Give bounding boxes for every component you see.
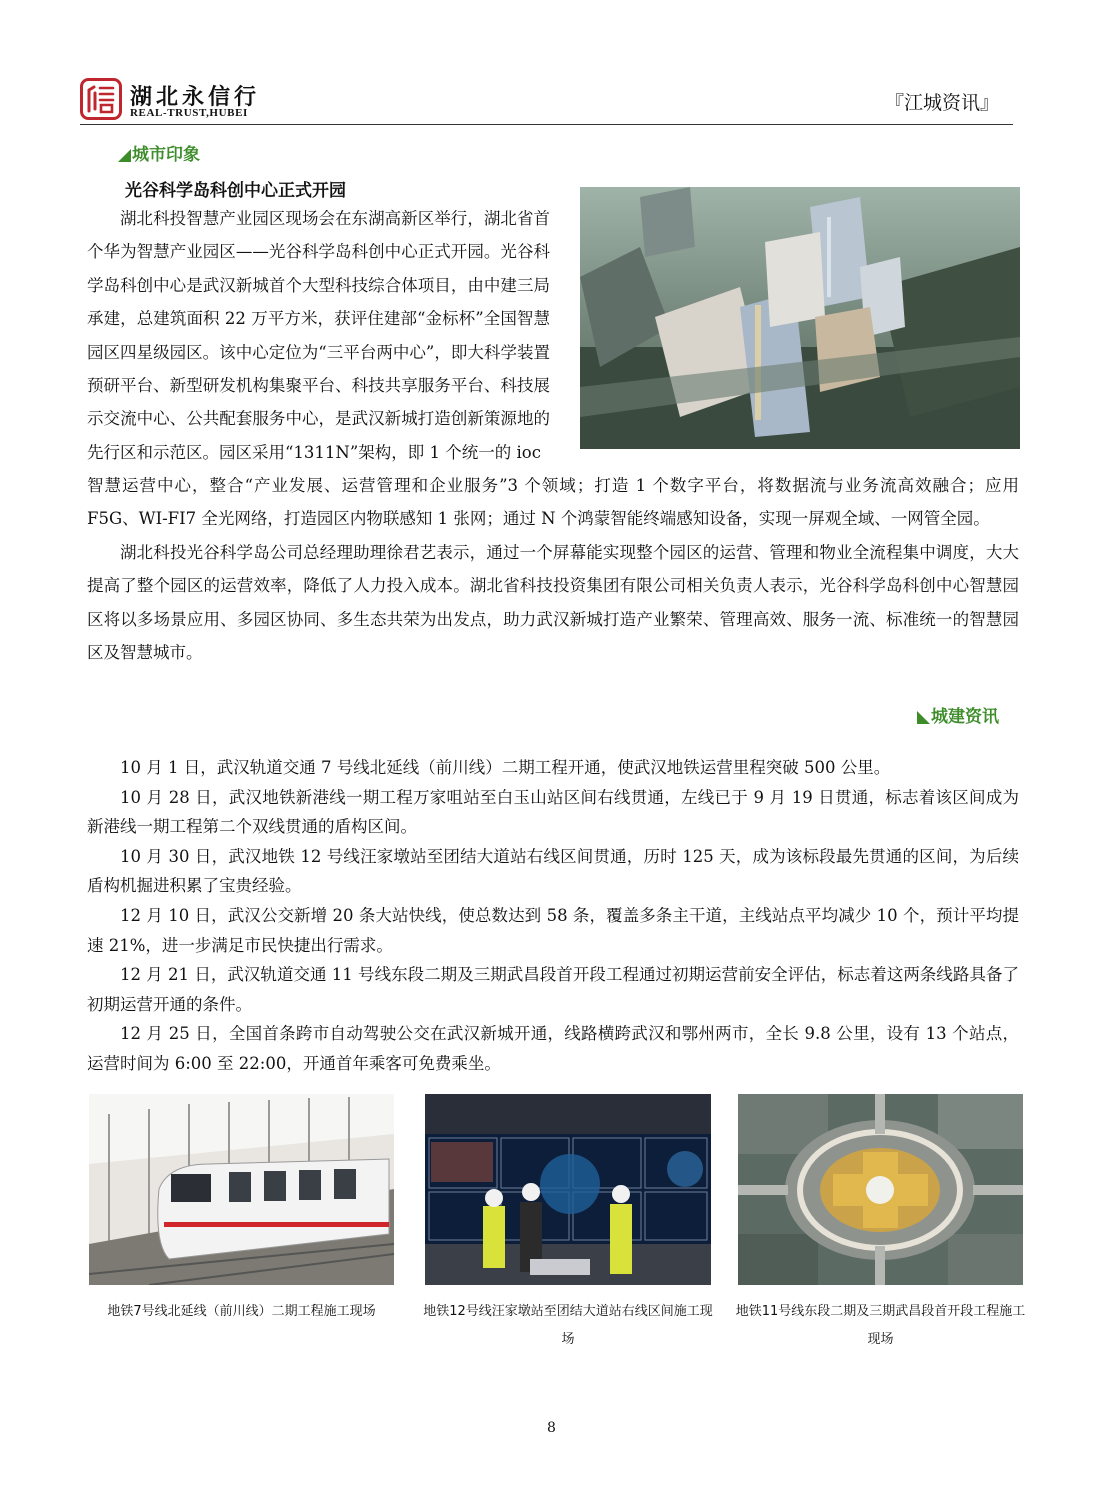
aerial-roundabout-icon [738, 1094, 1023, 1285]
control-room-icon [425, 1094, 711, 1285]
logo-english-name: REAL-TRUST,HUBEI [130, 107, 248, 119]
news-item: 10 月 1 日，武汉轨道交通 7 号线北延线（前川线）二期工程开通，使武汉地铁运营里程突破 500 公里。 [120, 758, 891, 777]
building-rendering-icon [580, 187, 1020, 449]
company-logo [80, 76, 290, 122]
article-body-top [87, 202, 550, 469]
triangle-marker-icon [118, 149, 131, 162]
metro-train-icon [89, 1094, 394, 1285]
article-title: 光谷科学岛科创中心正式开园 [125, 181, 346, 201]
page-number: 8 [547, 1420, 556, 1436]
news-item: 10 月 28 日，武汉地铁新港线一期工程万家咀站至白玉山站区间右线贯通，左线已于 9 月 19 日贯通，标志着该区间成为新港线一期工程第二个双线贯通的盾构区间。 [87, 787, 1019, 837]
seal-logo-icon [80, 78, 122, 120]
news-item: 12 月 25 日，全国首条跨市自动驾驶公交在武汉新城开通，线路横跨武汉和鄂州两市，全长 9.8 公里，设有 13 个站点，运营时间为 6:00 至 22:00，开通首年乘客可免费乘坐。 [87, 1024, 1019, 1073]
section-tag-city-impression [118, 140, 200, 165]
metro-line7-photo [89, 1094, 394, 1285]
logo-chinese-name: 湖北永信行 [130, 85, 261, 110]
triangle-marker-icon [917, 711, 930, 724]
article-paragraph-2: 湖北科投光谷科学岛公司总经理助理徐君艺表示，通过一个屏幕能实现整个园区的运营、管理和物业全流程集中调度，大大提高了整个园区的运营效率，降低了人力投入成本。湖北省科技投资集团有限公司相关负责人表示，光谷科学岛科创中心智慧园区将以多场景应用、多园区协同、多生态共荣为出发点，助力武汉新城打造产业繁荣、管理高效、服务一流、标准统一的智慧园区及智慧城市。 [87, 542, 1019, 663]
construction-news-list [87, 753, 1019, 1079]
science-island-aerial-photo [580, 187, 1020, 449]
section-tag-label: 城建资讯 [931, 707, 999, 727]
photo-caption-line12: 地铁12号线汪家墩站至团结大道站右线区间施工现场 [423, 1304, 713, 1347]
header-divider [80, 124, 1013, 125]
article-body-placeholder [87, 469, 1019, 669]
section-tag-city-construction [917, 702, 999, 727]
column-title: 『江城资讯』 [884, 92, 999, 114]
article-paragraph-1-continued: 智慧运营中心，整合“产业发展、运营管理和企业服务”3 个领域；打造 1 个数字平台，将数据流与业务流高效融合；应用 F5G、WI-FI7 全光网络，打造园区内物联感知 1 张网；通过 N 个鸿蒙智能终端感知设备，实现一屏观全域、一网管全园。 [87, 476, 1019, 529]
metro-line12-photo [425, 1094, 711, 1285]
metro-line11-photo [738, 1094, 1023, 1285]
news-item: 10 月 30 日，武汉地铁 12 号线汪家墩站至团结大道站右线区间贯通，历时 125 天，成为该标段最先贯通的区间，为后续盾构机掘进积累了宝贵经验。 [87, 846, 1019, 896]
section-tag-label: 城市印象 [132, 145, 200, 165]
news-item: 12 月 21 日，武汉轨道交通 11 号线东段二期及三期武昌段首开段工程通过初期运营前安全评估，标志着这两条线路具备了初期运营开通的条件。 [87, 965, 1019, 1014]
news-item: 12 月 10 日，武汉公交新增 20 条大站快线，使总数达到 58 条，覆盖多条主干道，主线站点平均减少 10 个，预计平均提速 21%，进一步满足市民快捷出行需求。 [87, 905, 1019, 955]
article-paragraph-1: 湖北科投智慧产业园区现场会在东湖高新区举行，湖北省首个华为智慧产业园区——光谷科学岛科创中心正式开园。光谷科学岛科创中心是武汉新城首个大型科技综合体项目，由中建三局承建，总建筑面积 22 万平方米，获评住建部“金标杯”全国智慧园区四星级园区。该中心定位为“三平台两中心”，即大科学装置预研平台、新型研发机构集聚平台、科技共享服务平台、科技展示交流中心、公共配套服务中心，是武汉新城打造创新策源地的先行区和示范区。园区采用“1311N”架构，即 1 个统一的 ioc [87, 209, 550, 462]
photo-caption-line7: 地铁7号线北延线（前川线）二期工程施工现场 [107, 1304, 376, 1319]
photo-caption-line11: 地铁11号线东段二期及三期武昌段首开段工程施工现场 [735, 1304, 1026, 1347]
